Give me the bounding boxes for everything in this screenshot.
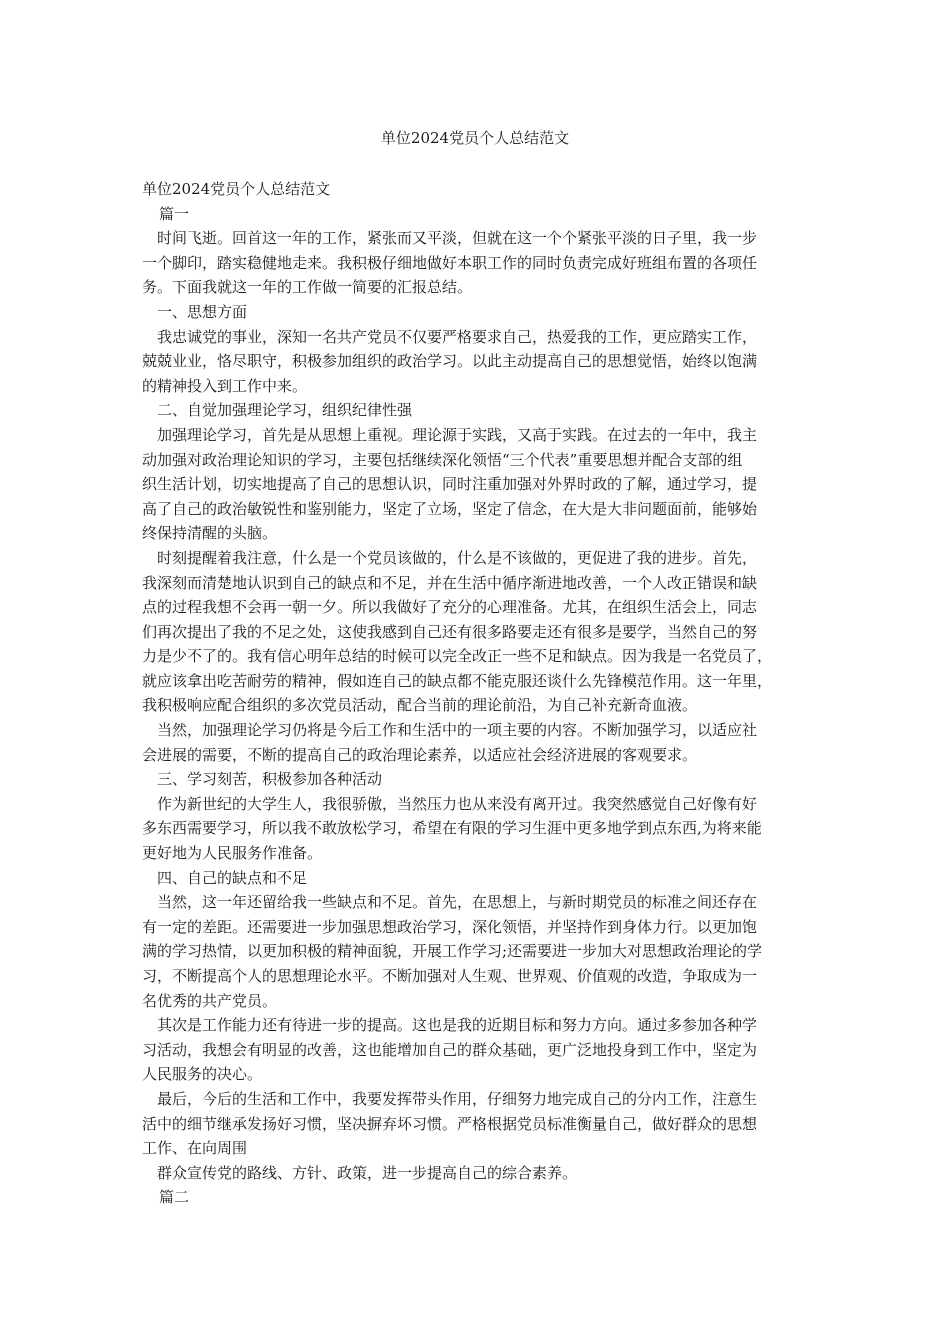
text-line: 加强理论学习，首先是从思想上重视。理论源于实践，又高于实践。在过去的一年中，我主 [157, 425, 758, 444]
text-line: 三、学习刻苦，积极参加各种活动 [157, 770, 383, 789]
text-line: 四、自己的缺点和不足 [157, 868, 308, 887]
text-line: 名优秀的共产党员。 [142, 991, 278, 1010]
text-line: 作为新世纪的大学生人，我很骄傲，当然压力也从来没有离开过。我突然感觉自己好像有好 [157, 794, 758, 813]
text-line: 篇一 [159, 204, 190, 223]
text-line: 当然，这一年还留给我一些缺点和不足。首先，在思想上，与新时期党员的标准之间还存在 [157, 893, 758, 912]
text-line: 二、自觉加强理论学习，组织纪律性强 [157, 401, 413, 420]
text-line: 兢兢业业，恪尽职守，积极参加组织的政治学习。以此主动提高自己的思想觉悟，始终以饱满 [142, 352, 758, 371]
text-line: 力是少不了的。我有信心明年总结的时候可以完全改正一些不足和缺点。因为我是一名党员了， [142, 647, 773, 666]
page-title: 单位2024党员个人总结范文 [380, 129, 570, 147]
text-line: 单位2024党员个人总结范文 [142, 180, 331, 198]
text-line: 终保持清醒的头脑。 [142, 524, 278, 543]
text-line: 动加强对政治理论知识的学习，主要包括继续深化领悟“三个代表”重要思想并配合支部的组 [142, 450, 743, 469]
text-line: 务。下面我就这一年的工作做一简要的汇报总结。 [142, 278, 473, 297]
text-line: 我深刻而清楚地认识到自己的缺点和不足，并在生活中循序渐进地改善，一个人改正错误和缺 [142, 573, 758, 592]
text-line: 多东西需要学习，所以我不敢放松学习，希望在有限的学习生涯中更多地学到点东西,为将来能 [142, 819, 762, 838]
text-line: 人民服务的决心。 [142, 1065, 263, 1084]
text-line: 当然，加强理论学习仍将是今后工作和生活中的一项主要的内容。不断加强学习，以适应社 [157, 721, 758, 740]
text-line: 习，不断提高个人的思想理论水平。不断加强对人生观、世界观、价值观的改造，争取成为一 [142, 967, 758, 985]
text-line: 其次是工作能力还有待进一步的提高。这也是我的近期目标和努力方向。通过多参加各种学 [157, 1016, 758, 1035]
text-line: 群众宣传党的路线、方针、政策，进一步提高自己的综合素养。 [157, 1163, 578, 1182]
text-line: 一、思想方面 [157, 302, 248, 321]
text-line: 时刻提醒着我注意，什么是一个党员该做的，什么是不该做的，更促进了我的进步。首先， [157, 548, 758, 567]
text-line: 活中的细节继承发扬好习惯，坚决摒弃坏习惯。严格根据党员标准衡量自己，做好群众的思想 [142, 1114, 758, 1133]
text-line: 习活动，我想会有明显的改善，这也能增加自己的群众基础，更广泛地投身到工作中，坚定为 [142, 1040, 758, 1059]
text-line: 工作、在向周围 [142, 1139, 248, 1158]
text-line: 篇二 [159, 1188, 190, 1207]
text-line: 我积极响应配合组织的多次党员活动，配合当前的理论前沿，为自己补充新奇血液。 [142, 696, 698, 715]
text-line: 高了自己的政治敏锐性和鉴别能力，坚定了立场，坚定了信念，在大是大非问题面前，能够始 [142, 499, 758, 518]
document-body [142, 177, 810, 1210]
text-line: 们再次提出了我的不足之处，这使我感到自己还有很多路要走还有很多是要学，当然自己的努 [142, 622, 758, 641]
text-line: 的精神投入到工作中来。 [142, 376, 308, 395]
text-line: 我忠诚党的事业，深知一名共产党员不仅要严格要求自己，热爱我的工作，更应踏实工作， [157, 327, 758, 346]
text-line: 最后，今后的生活和工作中，我要发挥带头作用，仔细努力地完成自己的分内工作，注意生 [157, 1089, 758, 1108]
text-line: 点的过程我想不会再一朝一夕。所以我做好了充分的心理准备。尤其，在组织生活会上，同志 [142, 598, 758, 617]
text-line: 一个脚印，踏实稳健地走来。我积极仔细地做好本职工作的同时负责完成好班组布置的各项任 [142, 253, 758, 272]
text-line: 织生活计划，切实地提高了自己的思想认识，同时注重加强对外界时政的了解，通过学习，提 [142, 475, 758, 494]
text-line: 时间飞逝。回首这一年的工作，紧张而又平淡，但就在这一个个紧张平淡的日子里，我一步 [157, 229, 758, 248]
text-line: 更好地为人民服务作准备。 [142, 844, 323, 863]
text-line: 有一定的差距。还需要进一步加强思想政治学习，深化领悟，并坚持作到身体力行。以更加饱 [142, 917, 758, 936]
text-line: 满的学习热情，以更加积极的精神面貌，开展工作学习;还需要进一步加大对思想政治理论的学 [142, 942, 763, 961]
text-line: 会进展的需要，不断的提高自己的政治理论素养，以适应社会经济进展的客观要求。 [142, 745, 698, 764]
text-line: 就应该拿出吃苦耐劳的精神，假如连自己的缺点都不能克服还谈什么先锋模范作用。这一年里， [142, 671, 773, 690]
